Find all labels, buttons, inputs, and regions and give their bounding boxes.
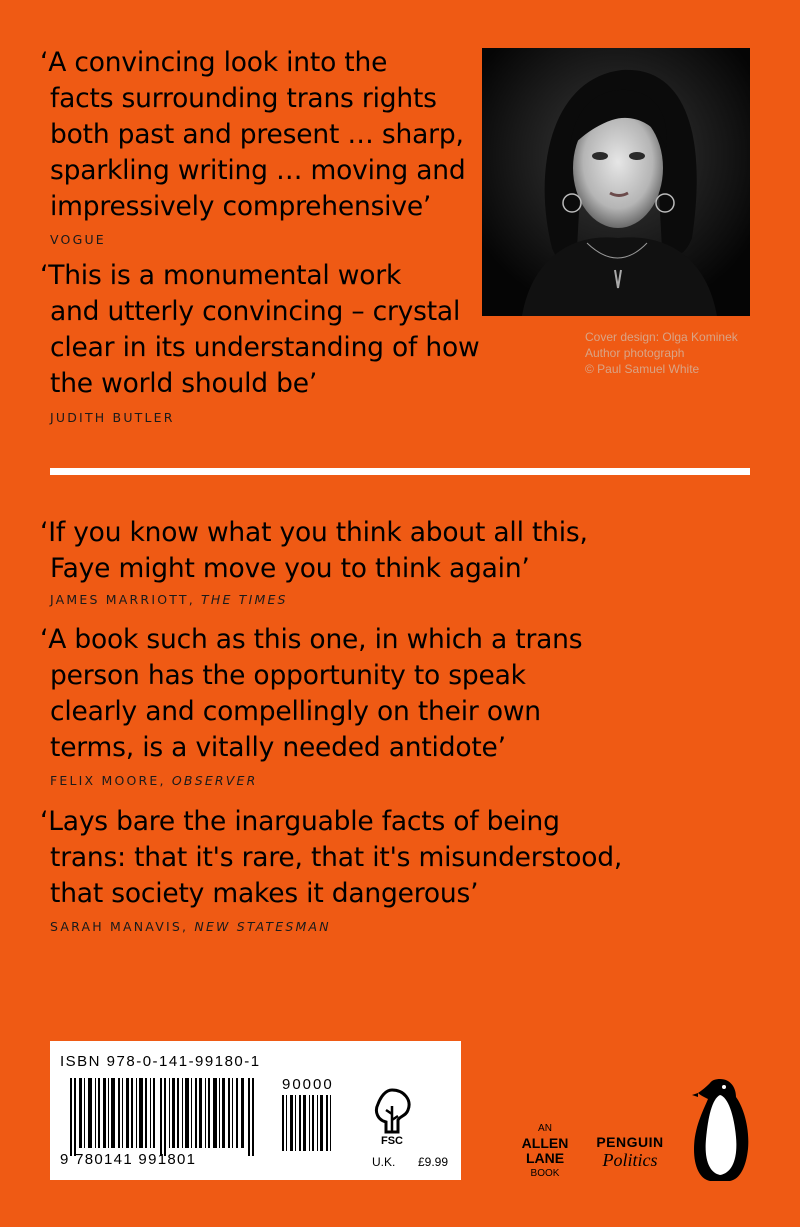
region-label: U.K. (372, 1155, 396, 1169)
section-divider (50, 468, 750, 475)
quote-line: impressively comprehensive’ (50, 191, 432, 222)
credit-line: Author photograph (585, 346, 685, 360)
credit-line: © Paul Samuel White (585, 362, 700, 376)
series-name: Politics (602, 1150, 658, 1170)
quote-line: ‘A convincing look into the (40, 47, 388, 78)
author-portrait-image (482, 48, 750, 316)
quote-observer (40, 622, 582, 766)
barcode-digits: 9 780141 991801 (60, 1151, 197, 1168)
attribution-the-times: JAMES MARRIOTT, THE TIMES (50, 592, 288, 607)
ean-barcode (70, 1078, 265, 1156)
barcode-panel (50, 1041, 461, 1180)
quote-line: and utterly convincing – crystal (50, 296, 461, 327)
imprint-lane: LANE (525, 1150, 565, 1166)
quote-line: ‘A book such as this one, in which a trans (40, 624, 583, 655)
quote-line: clearly and compellingly on their own (50, 696, 541, 727)
price-code: 90000 (282, 1076, 334, 1093)
imprint-allen: ALLEN (521, 1135, 569, 1151)
penguin-logo-icon (690, 1075, 752, 1185)
quote-line: facts surrounding trans rights (50, 83, 437, 114)
quote-line: trans: that it's rare, that it's misunderstood, (50, 842, 623, 873)
price-label: £9.99 (418, 1155, 449, 1169)
attribution-new-statesman: SARAH MANAVIS, NEW STATESMAN (50, 919, 331, 934)
attribution-judith-butler: JUDITH BUTLER (50, 410, 175, 425)
quote-line: ‘This is a monumental work (40, 260, 402, 291)
quote-line: Faye might move you to think again’ (50, 553, 530, 584)
author-photo (482, 48, 750, 316)
quote-line: clear in its understanding of how (50, 332, 480, 363)
quote-the-times (40, 515, 588, 587)
isbn-number: ISBN 978-0-141-99180-1 (60, 1053, 261, 1070)
fsc-label: FSC (381, 1135, 403, 1146)
series-label (590, 1134, 670, 1170)
attribution-observer: FELIX MOORE, OBSERVER (50, 773, 258, 788)
quote-new-statesman (40, 804, 622, 912)
price-barcode (282, 1095, 334, 1151)
fsc-logo (368, 1086, 416, 1146)
quote-vogue (40, 45, 466, 225)
fsc-tree-icon (368, 1086, 416, 1146)
quote-line: terms, is a vitally needed antidote’ (50, 732, 506, 763)
quote-line: person has the opportunity to speak (50, 660, 526, 691)
quote-line: ‘If you know what you think about all this, (40, 517, 588, 548)
allen-lane-imprint (515, 1121, 575, 1181)
cover-credits (585, 329, 738, 377)
quote-line: sparkling writing … moving and (50, 155, 466, 186)
quote-line: both past and present … sharp, (50, 119, 464, 150)
quote-line: that society makes it dangerous’ (50, 878, 479, 909)
imprint-an: AN (538, 1123, 552, 1134)
quote-line: ‘Lays bare the inarguable facts of being (40, 806, 560, 837)
attribution-vogue: VOGUE (50, 232, 106, 247)
quote-line: the world should be’ (50, 368, 318, 399)
publisher-name: PENGUIN (596, 1134, 664, 1150)
credit-line: Cover design: Olga Kominek (585, 330, 738, 344)
imprint-book: BOOK (530, 1168, 560, 1179)
quote-judith-butler (40, 258, 479, 402)
